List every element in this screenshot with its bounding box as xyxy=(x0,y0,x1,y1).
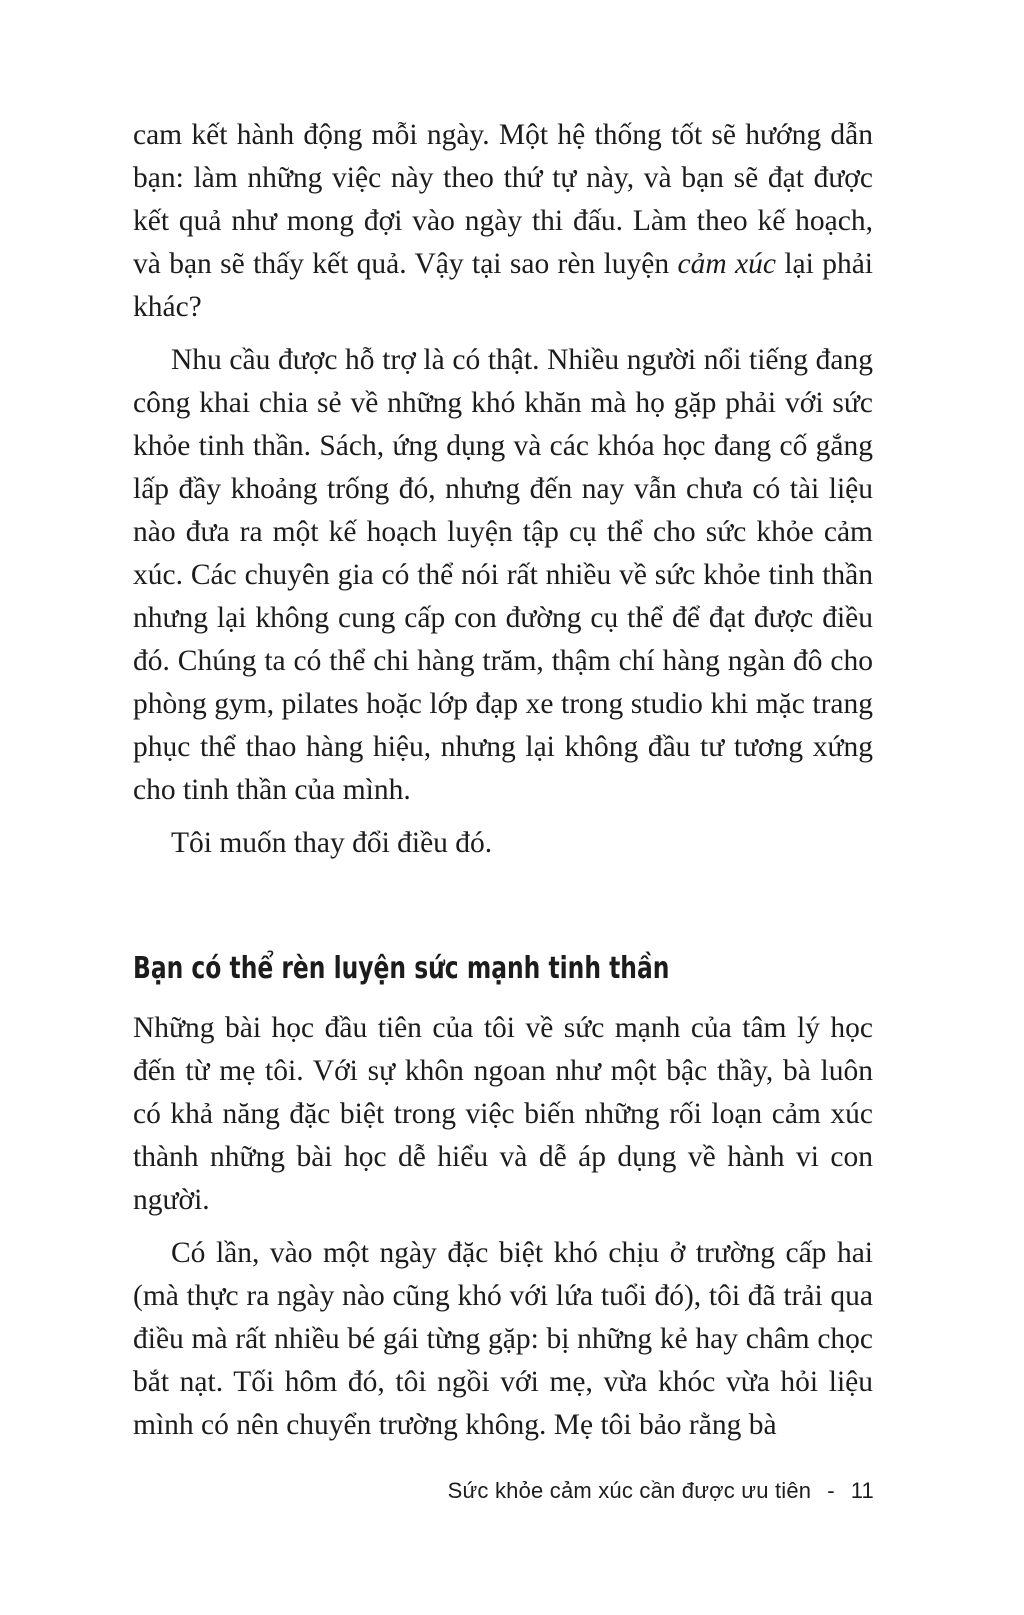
page-number: 11 xyxy=(850,1478,874,1503)
paragraph-5: Có lần, vào một ngày đặc biệt khó chịu ở trường cấp hai (mà thực ra ngày nào cũng khó với lứa tuổi đó), tôi đã trải qua điều mà rất nhiều bé gái từng gặp: bị những kẻ hay châm chọc bắt nạt. Tối hôm đó, tôi ngồi với mẹ, vừa khóc vừa hỏi liệu mình có nên chuyển trường không. Mẹ tôi bảo rằng bà xyxy=(133,1237,873,1441)
paragraph-1-emphasis: cảm xúc xyxy=(677,248,776,280)
paragraph-2: Nhu cầu được hỗ trợ là có thật. Nhiều người nổi tiếng đang công khai chia sẻ về những khó khăn mà họ gặp phải với sức khỏe tinh thần. Sách, ứng dụng và các khóa học đang cố gắng lấp đầy khoảng trống đó, nhưng đến nay vẫn chưa có tài liệu nào đưa ra một kế hoạch luyện tập cụ thể cho sức khỏe cảm xúc. Các chuyên gia có thể nói rất nhiều về sức khỏe tinh thần nhưng lại không cung cấp con đường cụ thể để đạt được điều đó. Chúng ta có thể chi hàng trăm, thậm chí hàng ngàn đô cho phòng gym, pilates hoặc lớp đạp xe trong studio khi mặc trang phục thể thao hàng hiệu, nhưng lại không đầu tư tương xứng cho tinh thần của mình. xyxy=(133,344,873,806)
paragraph-1-text: cam kết hành động mỗi ngày. Một hệ thống tốt sẽ hướng dẫn bạn: làm những việc này theo thứ tự này, và bạn sẽ đạt được kết quả như mong đợi vào ngày thi đấu. Làm theo kế hoạch, và bạn sẽ thấy kết quả. Vậy tại sao rèn luyện xyxy=(133,119,873,280)
section-heading: Bạn có thể rèn luyện sức mạnh tinh thần xyxy=(133,951,670,986)
footer-separator: - xyxy=(827,1478,835,1503)
paragraph-3: Tôi muốn thay đổi điều đó. xyxy=(171,827,493,859)
paragraph-1-text-end: lại phải khác? xyxy=(133,248,873,323)
page-footer xyxy=(448,1478,874,1504)
running-title: Sức khỏe cảm xúc cần được ưu tiên xyxy=(447,1478,812,1503)
page-body xyxy=(133,114,873,1457)
paragraph-4: Những bài học đầu tiên của tôi về sức mạnh của tâm lý học đến từ mẹ tôi. Với sự khôn ngoan như một bậc thầy, bà luôn có khả năng đặc biệt trong việc biến những rối loạn cảm xúc thành những bài học dễ hiểu và dễ áp dụng về hành vi con người. xyxy=(133,1012,873,1216)
paragraph-1 xyxy=(133,114,873,329)
